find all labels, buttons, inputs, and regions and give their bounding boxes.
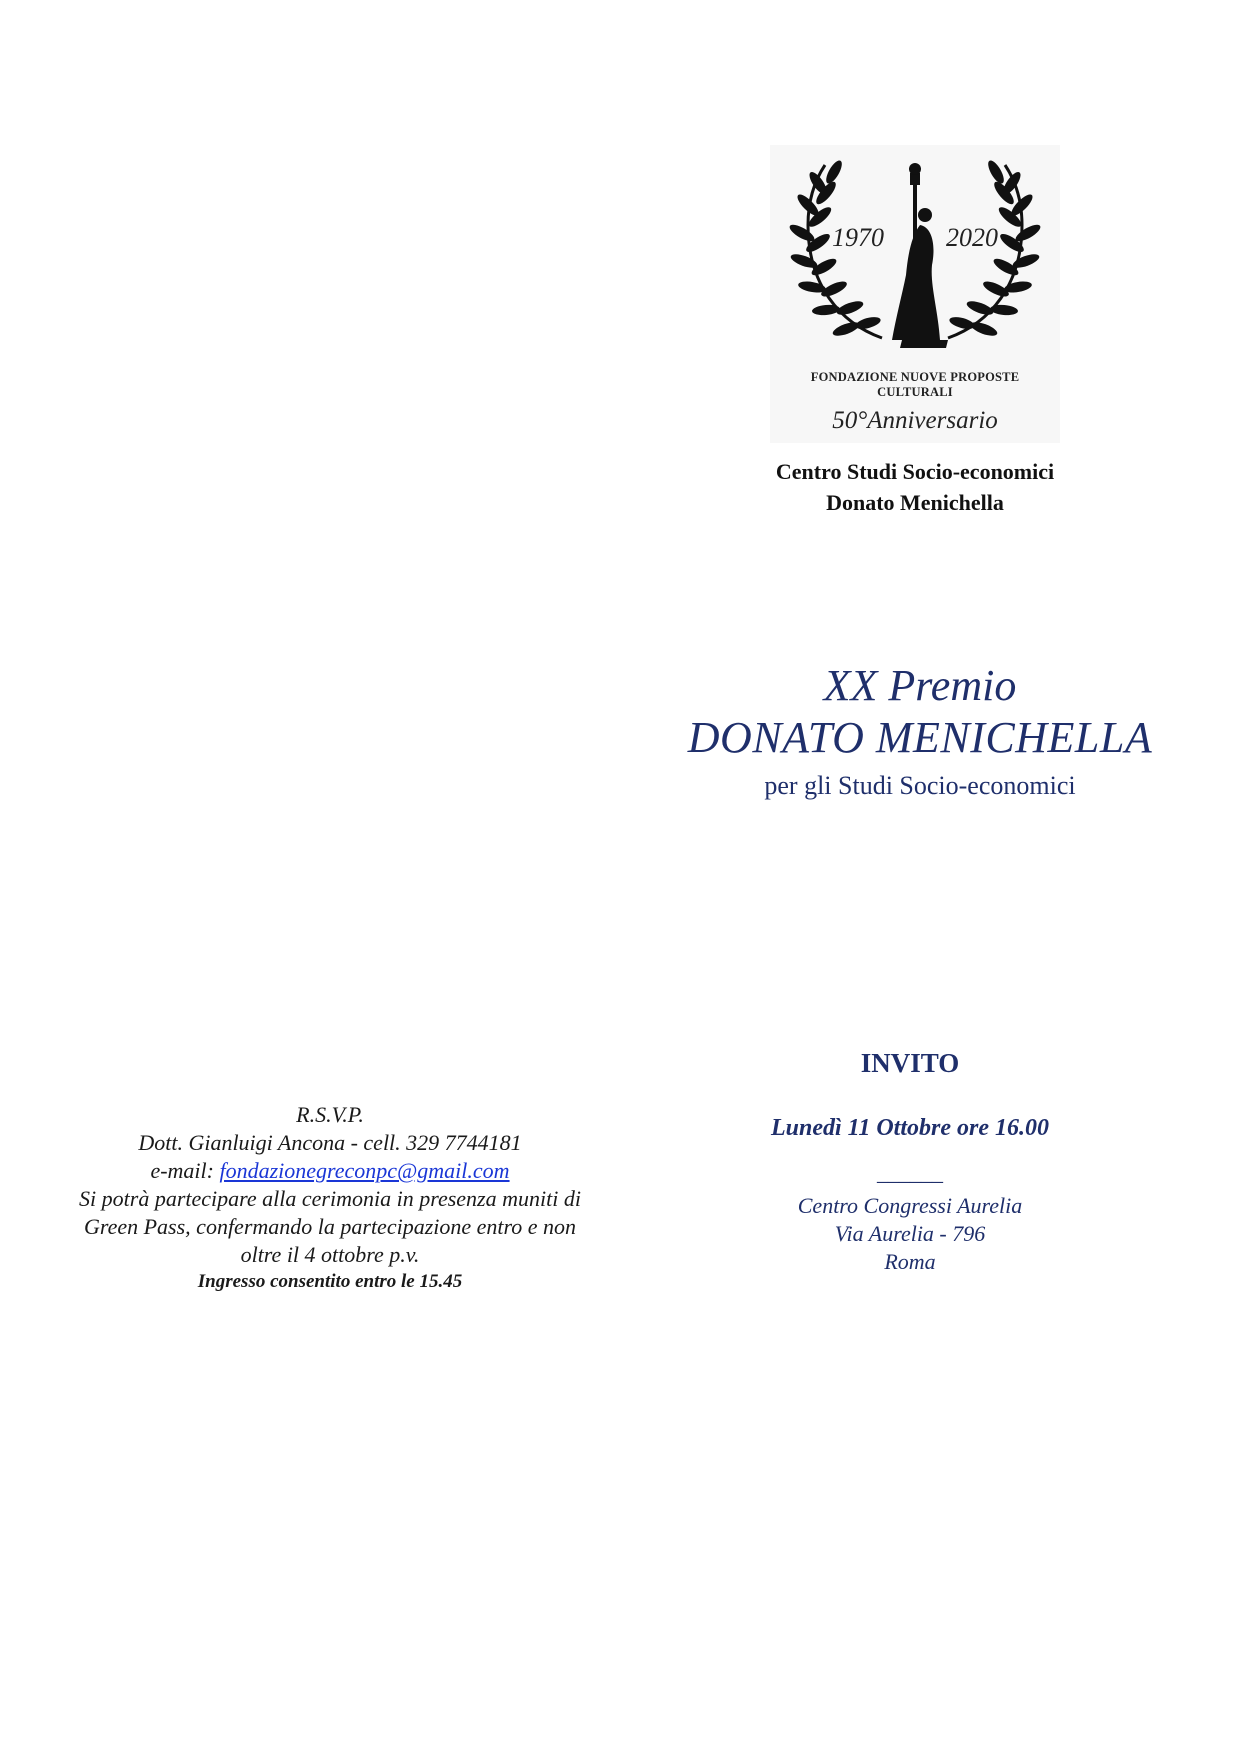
logo-organization-name	[770, 370, 1060, 400]
title-line1: XX Premio	[823, 661, 1017, 710]
title-subtitle: per gli Studi Socio-economici	[764, 771, 1076, 800]
header-line1: Centro Studi Socio-economici	[775, 459, 1055, 484]
rsvp-note-line1: Si potrà partecipare alla cerimonia in presenza muniti di	[79, 1186, 581, 1211]
invitation-heading: INVITO	[860, 1048, 960, 1078]
venue-name: Centro Congressi Aurelia	[797, 1193, 1023, 1218]
separator-line: ______	[877, 1160, 943, 1185]
rsvp-email-line	[50, 1157, 610, 1185]
email-label: e-mail:	[150, 1158, 220, 1183]
header-centro-studi	[705, 456, 1125, 518]
event-date: Lunedì 11 Ottobre ore 16.00	[770, 1115, 1049, 1141]
award-title	[615, 660, 1225, 804]
rsvp-block	[50, 1101, 610, 1295]
logo-anniversary: 50°Anniversario	[832, 407, 998, 434]
title-line2: DONATO MENICHELLA	[687, 713, 1153, 762]
year-right: 2020	[946, 223, 998, 252]
year-left: 1970	[832, 223, 884, 252]
email-link[interactable]: fondazionegreconpc@gmail.com	[219, 1158, 510, 1183]
rsvp-heading: R.S.V.P.	[296, 1102, 364, 1127]
rsvp-note-line3: oltre il 4 ottobre p.v.	[240, 1242, 420, 1267]
logo-org-line2: CULTURALI	[877, 385, 953, 399]
venue-address: Via Aurelia - 796	[834, 1221, 986, 1246]
foundation-logo	[770, 145, 1060, 443]
rsvp-entry-note: Ingresso consentito entro le 15.45	[197, 1271, 463, 1292]
header-line2: Donato Menichella	[826, 490, 1004, 515]
logo-org-line1: FONDAZIONE NUOVE PROPOSTE	[810, 370, 1020, 384]
statue-icon	[892, 163, 948, 348]
event-venue-block	[745, 1192, 1075, 1276]
venue-city: Roma	[884, 1249, 936, 1274]
rsvp-contact: Dott. Gianluigi Ancona - cell. 329 7744181	[138, 1130, 522, 1155]
rsvp-note-line2: Green Pass, confermando la partecipazione entro e non	[83, 1214, 577, 1239]
